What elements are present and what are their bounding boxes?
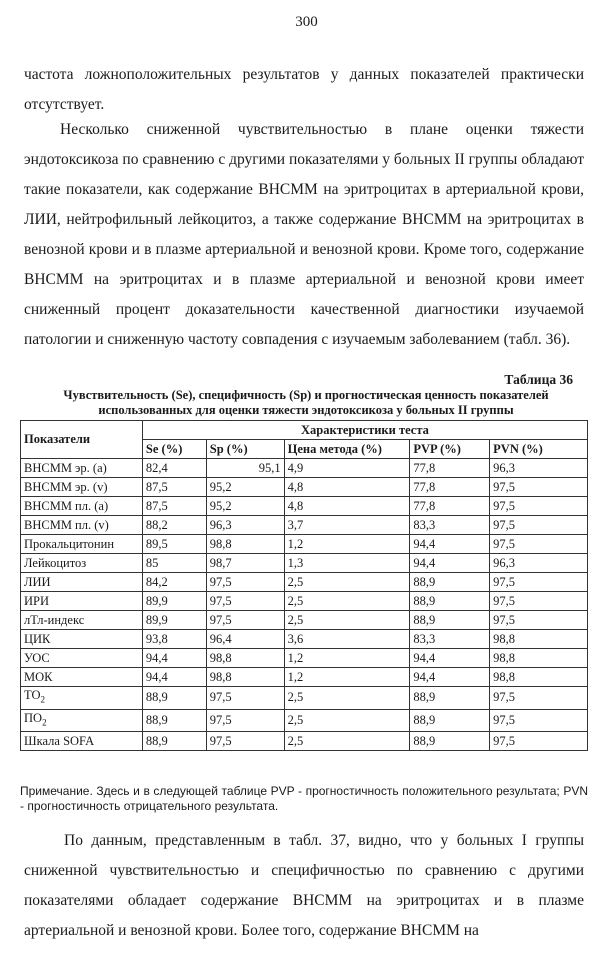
table-row <box>21 497 588 516</box>
value-method-cost: 1,2 <box>284 649 410 668</box>
value-sp: 97,5 <box>206 573 284 592</box>
value-pvn: 97,5 <box>490 478 588 497</box>
table-row <box>21 592 588 611</box>
indicator-name: МОК <box>21 668 143 687</box>
value-pvn: 97,5 <box>490 516 588 535</box>
value-sp: 98,8 <box>206 649 284 668</box>
table-row <box>21 478 588 497</box>
value-pvp: 94,4 <box>410 554 490 573</box>
table-row <box>21 649 588 668</box>
value-sp: 98,8 <box>206 535 284 554</box>
value-method-cost: 3,6 <box>284 630 410 649</box>
indicator-name: ИРИ <box>21 592 143 611</box>
value-pvp: 88,9 <box>410 687 490 710</box>
value-method-cost: 2,5 <box>284 611 410 630</box>
value-pvn: 97,5 <box>490 687 588 710</box>
value-pvp: 88,9 <box>410 709 490 732</box>
value-pvp: 88,9 <box>410 732 490 751</box>
indicator-name: Лейкоцитоз <box>21 554 143 573</box>
value-pvn: 97,5 <box>490 611 588 630</box>
table-row <box>21 611 588 630</box>
value-pvp: 88,9 <box>410 592 490 611</box>
value-se: 93,8 <box>142 630 206 649</box>
indicator-name: ВНСММ эр. (v) <box>21 478 143 497</box>
value-sp: 97,5 <box>206 592 284 611</box>
value-pvp: 88,9 <box>410 573 490 592</box>
value-pvp: 77,8 <box>410 478 490 497</box>
value-pvn: 97,5 <box>490 573 588 592</box>
table-note: Примечание. Здесь и в следующей таблице PVP - прогностичность положительного результата; PVN - прогностичность отрицательного результата. <box>20 784 588 813</box>
value-pvn: 96,3 <box>490 554 588 573</box>
indicator-name: $ПО_2$ <box>21 709 143 732</box>
value-sp: 96,3 <box>206 516 284 535</box>
value-se: 88,9 <box>142 709 206 732</box>
indicator-name: ВНСММ пл. (а) <box>21 497 143 516</box>
table-row <box>21 554 588 573</box>
value-se: 94,4 <box>142 649 206 668</box>
value-pvn: 98,8 <box>490 649 588 668</box>
table-row <box>21 535 588 554</box>
table-row <box>21 687 588 710</box>
value-sp: 95,2 <box>206 478 284 497</box>
table-row <box>21 630 588 649</box>
value-pvp: 77,8 <box>410 459 490 478</box>
value-pvn: 96,3 <box>490 459 588 478</box>
table-row <box>21 668 588 687</box>
indicator-name: ВНСММ эр. (а) <box>21 459 143 478</box>
value-sp: 98,7 <box>206 554 284 573</box>
value-method-cost: 4,8 <box>284 478 410 497</box>
value-method-cost: 2,5 <box>284 573 410 592</box>
value-sp: 98,8 <box>206 668 284 687</box>
page-number: 300 <box>295 14 318 30</box>
value-method-cost: 2,5 <box>284 709 410 732</box>
value-pvn: 97,5 <box>490 732 588 751</box>
value-method-cost: 1,2 <box>284 535 410 554</box>
value-pvn: 97,5 <box>490 709 588 732</box>
value-sp: 97,5 <box>206 611 284 630</box>
table-row <box>21 459 588 478</box>
indicator-name: ЛИИ <box>21 573 143 592</box>
header-pvn: PVN (%) <box>490 440 588 459</box>
value-method-cost: 4,8 <box>284 497 410 516</box>
table-row <box>21 516 588 535</box>
table-row <box>21 573 588 592</box>
table-body <box>21 459 588 751</box>
value-se: 88,2 <box>142 516 206 535</box>
indicator-name: ЦИК <box>21 630 143 649</box>
value-sp: 97,5 <box>206 709 284 732</box>
value-se: 89,5 <box>142 535 206 554</box>
value-method-cost: 4,9 <box>284 459 410 478</box>
value-se: 89,9 <box>142 611 206 630</box>
value-se: 87,5 <box>142 478 206 497</box>
value-sp: 96,4 <box>206 630 284 649</box>
indicator-name: лТл-индекс <box>21 611 143 630</box>
value-pvn: 97,5 <box>490 535 588 554</box>
value-se: 89,9 <box>142 592 206 611</box>
value-sp: 95,2 <box>206 497 284 516</box>
header-indicators: Показатели <box>21 421 143 459</box>
value-sp: 97,5 <box>206 687 284 710</box>
value-method-cost: 1,3 <box>284 554 410 573</box>
value-se: 87,5 <box>142 497 206 516</box>
indicators-table <box>20 420 588 751</box>
value-se: 82,4 <box>142 459 206 478</box>
value-pvn: 98,8 <box>490 630 588 649</box>
header-method-cost: Цена метода (%) <box>284 440 410 459</box>
paragraph-group-one: По данным, представленным в табл. 37, видно, что у больных I группы сниженной чувствительностью и специфичностью по сравнению с другими показателями обладает содержание ВНСММ на эритроцитах и в плазме артериальной и венозной крови. Более того, содержание ВНСММ на <box>24 832 584 939</box>
indicator-name: УОС <box>21 649 143 668</box>
value-pvp: 77,8 <box>410 497 490 516</box>
value-method-cost: 2,5 <box>284 732 410 751</box>
value-method-cost: 3,7 <box>284 516 410 535</box>
table-caption: Чувствительность (Se), специфичность (Sp) и прогностическая ценность показателей использованных для оценки тяжести эндотоксикоза у больных II группы <box>63 388 549 417</box>
indicator-name: ВНСММ пл. (v) <box>21 516 143 535</box>
value-pvp: 94,4 <box>410 649 490 668</box>
value-sp: 97,5 <box>206 732 284 751</box>
value-se: 84,2 <box>142 573 206 592</box>
indicator-name: $ТО_2$ <box>21 687 143 710</box>
value-se: 88,9 <box>142 732 206 751</box>
value-pvn: 97,5 <box>490 592 588 611</box>
value-pvn: 97,5 <box>490 497 588 516</box>
value-method-cost: 2,5 <box>284 687 410 710</box>
header-se: Se (%) <box>142 440 206 459</box>
value-se: 88,9 <box>142 687 206 710</box>
value-method-cost: 2,5 <box>284 592 410 611</box>
value-pvp: 83,3 <box>410 630 490 649</box>
header-pvp: PVP (%) <box>410 440 490 459</box>
value-pvp: 94,4 <box>410 668 490 687</box>
value-sp: 95,1 <box>206 459 284 478</box>
value-method-cost: 1,2 <box>284 668 410 687</box>
value-pvp: 83,3 <box>410 516 490 535</box>
value-pvp: 94,4 <box>410 535 490 554</box>
value-pvn: 98,8 <box>490 668 588 687</box>
paragraph-sensitivity: Несколько сниженной чувствительностью в плане оценки тяжести эндотоксикоза по сравнению с другими показателями у больных II группы обладают такие показатели, как содержание ВНСММ на эритроцитах в артериальной крови, ЛИИ, нейтрофильный лейкоцитоз, а также содержание ВНСММ на эритроцитах в венозной крови и в плазме артериальной и венозной крови. Кроме того, содержание ВНСММ на эритроцитах и в плазме артериальной и венозной крови имеет сниженный процент доказательности качественной диагностики изучаемой патологии и сниженную частоту совпадения с изучаемым заболеванием (табл. 36). <box>24 121 584 348</box>
header-test-characteristics: Характеристики теста <box>142 421 587 440</box>
indicator-name: Прокальцитонин <box>21 535 143 554</box>
value-se: 85 <box>142 554 206 573</box>
value-se: 94,4 <box>142 668 206 687</box>
indicator-name: Шкала SOFA <box>21 732 143 751</box>
table-label: Таблица 36 <box>504 372 573 387</box>
value-pvp: 88,9 <box>410 611 490 630</box>
paragraph-intro: частота ложноположительных результатов у данных показателей практически отсутствует. <box>24 66 584 113</box>
header-sp: Sp (%) <box>206 440 284 459</box>
table-row <box>21 709 588 732</box>
table-row <box>21 732 588 751</box>
